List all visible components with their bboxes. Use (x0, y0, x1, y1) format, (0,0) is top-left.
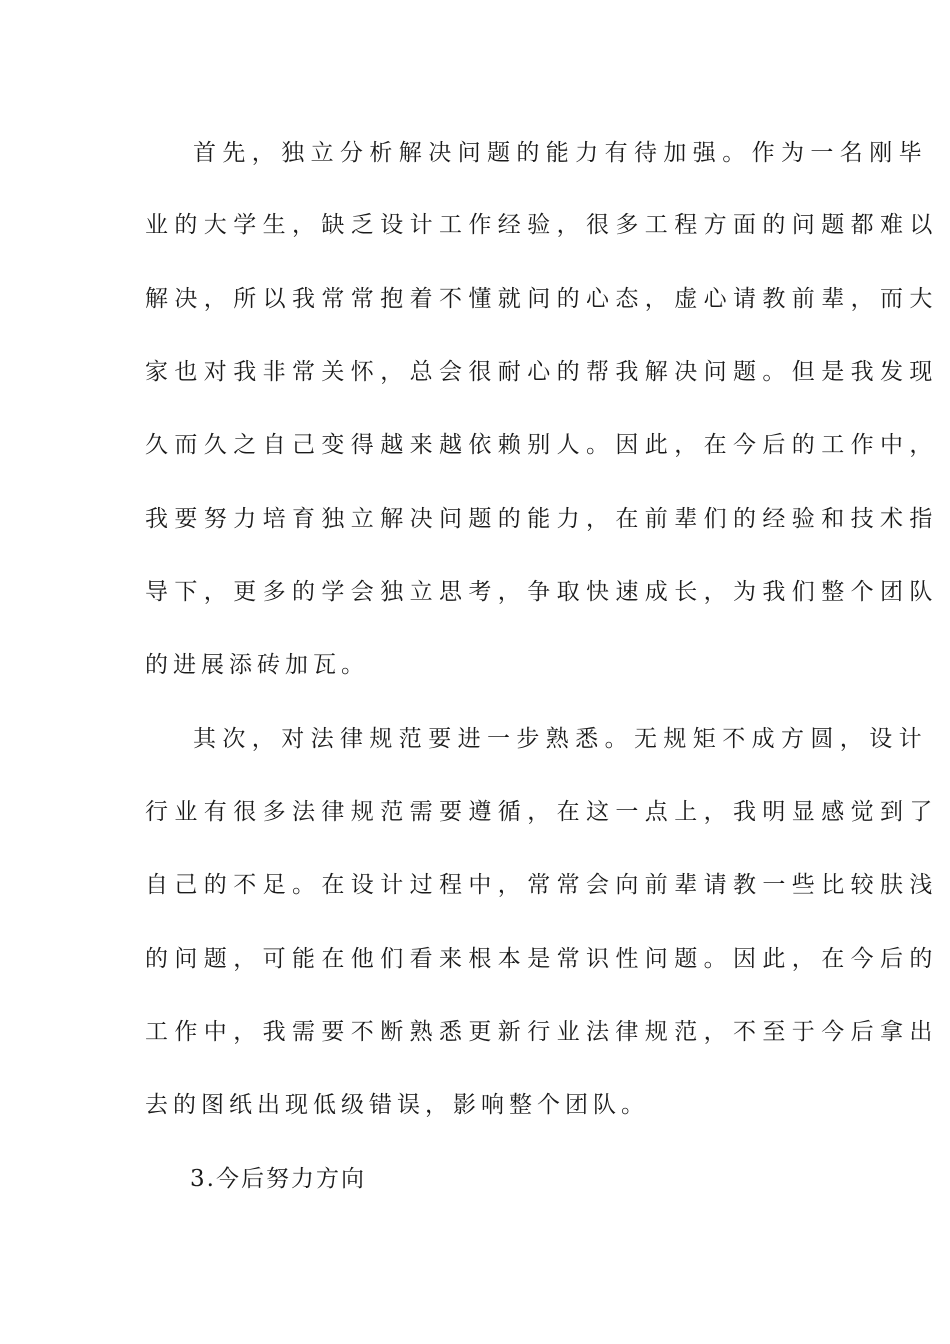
paragraph-1-line-1: 首先，独立分析解决问题的能力有待加强。作为一名刚毕 (193, 140, 928, 166)
paragraph-2-line-3: 自己的不足。在设计过程中，常常会向前辈请教一些比较肤浅 (145, 872, 939, 898)
paragraph-1-line-2: 业的大学生，缺乏设计工作经验，很多工程方面的问题都难以 (145, 212, 939, 238)
paragraph-2-line-2: 行业有很多法律规范需要遵循，在这一点上，我明显感觉到了 (145, 799, 939, 825)
paragraph-1-line-8: 的进展添砖加瓦。 (145, 652, 369, 678)
paragraph-2-line-5: 工作中，我需要不断熟悉更新行业法律规范，不至于今后拿出 (145, 1019, 939, 1045)
paragraph-1-line-6: 我要努力培育独立解决问题的能力，在前辈们的经验和技术指 (145, 506, 939, 532)
paragraph-2-line-1: 其次，对法律规范要进一步熟悉。无规矩不成方圆，设计 (193, 726, 928, 752)
paragraph-1-line-3: 解决，所以我常常抱着不懂就问的心态，虚心请教前辈，而大 (145, 286, 939, 312)
paragraph-2-line-6: 去的图纸出现低级错误，影响整个团队。 (145, 1092, 649, 1118)
paragraph-1-line-5: 久而久之自己变得越来越依赖别人。因此，在今后的工作中， (145, 432, 939, 458)
section-heading: 3.今后努力方向 (190, 1166, 366, 1192)
paragraph-2-line-4: 的问题，可能在他们看来根本是常识性问题。因此，在今后的 (145, 946, 939, 972)
paragraph-1-line-4: 家也对我非常关怀，总会很耐心的帮我解决问题。但是我发现 (145, 359, 939, 385)
paragraph-1-line-7: 导下，更多的学会独立思考，争取快速成长，为我们整个团队 (145, 579, 939, 605)
